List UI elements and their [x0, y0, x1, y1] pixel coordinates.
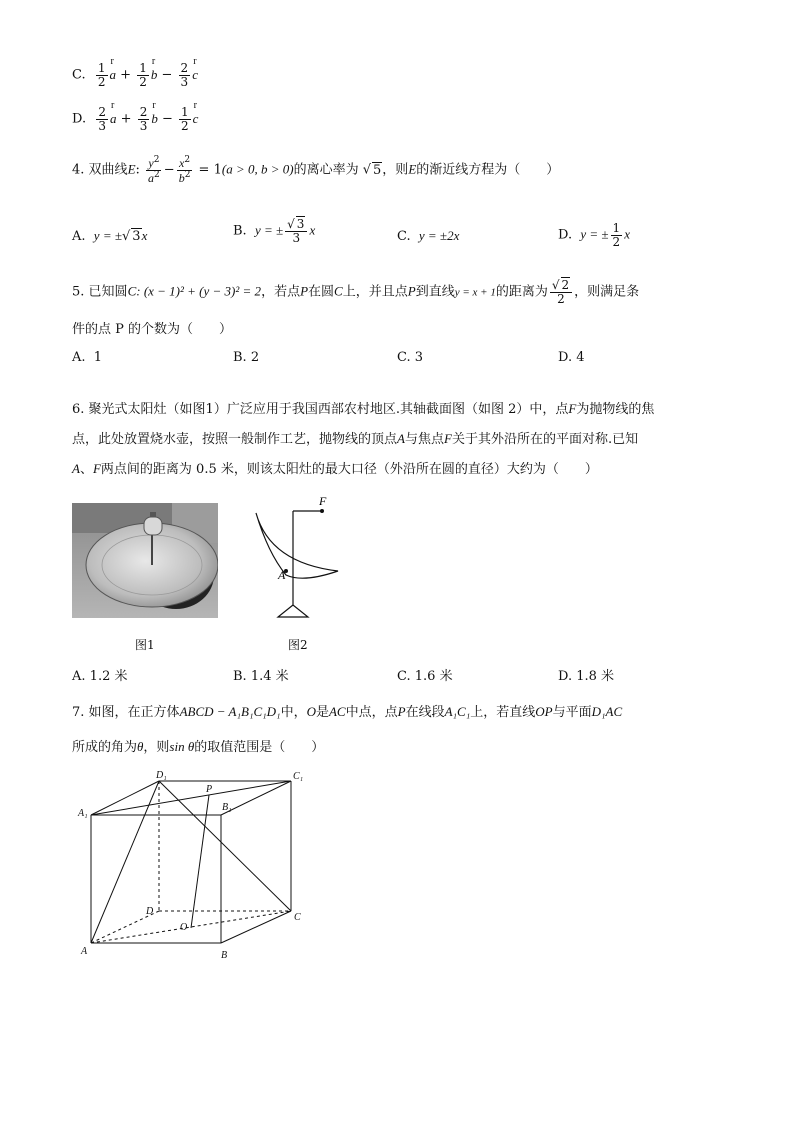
- q6-option-c: C. 1.6 米: [397, 669, 453, 684]
- point-a-label: A: [278, 568, 286, 582]
- q5-option-a: A. 1: [72, 350, 103, 365]
- vertex-b-label: B: [221, 950, 228, 961]
- q5-option-c: C. 3: [397, 350, 424, 365]
- q3-option-d: D. $\frac{2}{3}$ r a + $\frac{2}{3}$ r b − $\frac{1}{2}$ r c: [72, 99, 199, 133]
- q4-option-a: A. y = ±√ 3x: [72, 228, 148, 244]
- question-6-line2: 点，此处放置烧水壶，按照一般制作工艺，抛物线的顶点A与焦点F关于其外沿所在的平面对称.已知: [72, 431, 639, 447]
- vertex-a-label: A: [81, 946, 88, 957]
- question-6-line1: 6. 聚光式太阳灶（如图1）广泛应用于我国西部农村地区.其轴截面图（如图 2）中，点F为抛物线的焦: [72, 401, 655, 417]
- question-5-stem: 5. 已知圆C: (x − 1)² + (y − 3)² = 2，若点P在圆C上，并且点P到直线y = x + 1的距离为 $\frac{√ 2}{2}$ ，则满足条: [72, 278, 640, 306]
- q6-option-a: A. 1.2 米: [72, 669, 128, 684]
- vertex-a1-label: A₁: [78, 808, 88, 819]
- q5-option-b: B. 2: [233, 350, 260, 365]
- vertex-c1-label: C₁: [293, 771, 304, 782]
- figure-2-caption: 图2: [288, 638, 308, 652]
- q4-option-c: C. y = ±2x: [397, 228, 460, 244]
- fraction: $\frac{1}{2}$: [97, 61, 106, 89]
- q6-option-b: B. 1.4 米: [233, 669, 289, 684]
- question-7-line1: 7. 如图，在正方体ABCD − A₁B₁C₁D₁中，O是AC中点，点P在线段A₁C₁上，若直线OP与平面D₁AC: [72, 704, 623, 720]
- question-7-line2: 所成的角为θ，则sin θ的取值范围是（ ）: [72, 739, 325, 755]
- question-6-line3: A、F两点间的距离为 0.5 米，则该太阳灶的最大口径（外沿所在圆的直径）大约为（ ）: [72, 461, 598, 477]
- question-5-line2: 件的点 P 的个数为（ ）: [72, 322, 233, 337]
- point-p-label: P: [206, 784, 213, 795]
- point-o-label: O: [180, 922, 188, 933]
- q4-option-d: D. y = ± $\frac{1}{2}$ x: [558, 221, 630, 249]
- vertex-c-label: C: [294, 912, 301, 923]
- q3-option-c: C. $\frac{1}{2}$ r a + $\frac{1}{2}$ r b − $\frac{2}{3}$ r c: [72, 55, 198, 89]
- q6-option-d: D. 1.8 米: [558, 669, 615, 684]
- question-4-stem: 4. 双曲线E: $\frac{y^2}{a^2}$ − $\frac{x^2}{b^2}$ = 1(a > 0, b > 0)的离心率为 √ 5，则E的渐近线方程为（ ）: [72, 155, 560, 185]
- vertex-b1-label: B₁: [222, 802, 232, 813]
- vertex-d-label: D: [146, 906, 154, 917]
- q4-option-b: B. y = ± $\frac{√ 3}{3}$ x: [233, 217, 316, 245]
- figure-1-caption: 图1: [135, 638, 155, 652]
- solar-cooker-photo: [72, 503, 218, 618]
- axial-section-diagram: [248, 493, 344, 618]
- q5-option-d: D. 4: [558, 350, 585, 365]
- cube-diagram: [76, 768, 316, 964]
- option-label: D.: [72, 111, 87, 127]
- option-label: C.: [72, 67, 86, 83]
- vertex-d1-label: D₁: [156, 770, 167, 781]
- point-f-label: F: [319, 494, 327, 508]
